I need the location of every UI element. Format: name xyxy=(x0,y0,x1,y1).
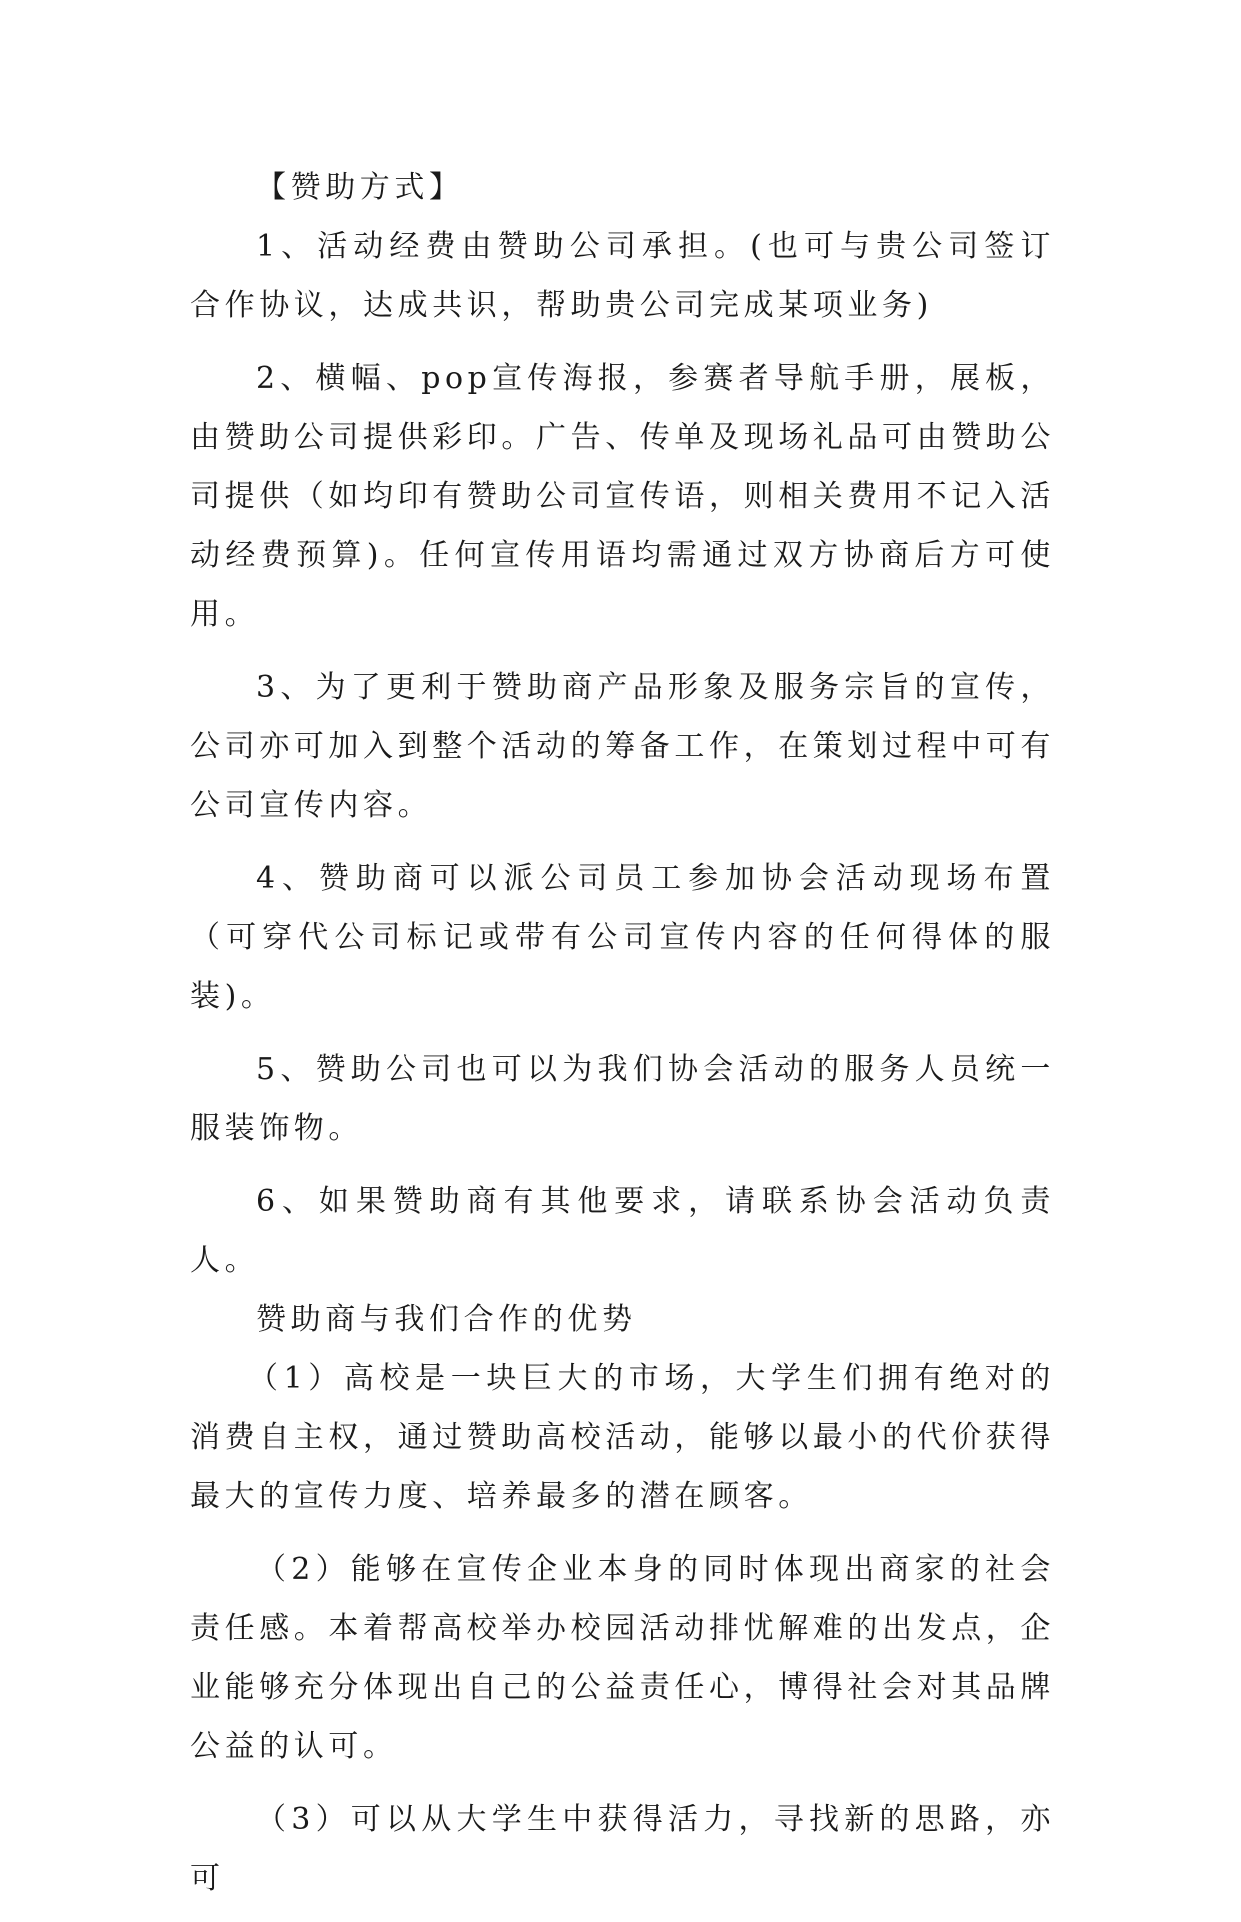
advantage-item: （3）可以从大学生中获得活力，寻找新的思路，亦可 xyxy=(190,1802,1055,1896)
list-item: 6、如果赞助商有其他要求，请联系协会活动负责人。 xyxy=(190,1184,1055,1278)
list-item: 4、赞助商可以派公司员工参加协会活动现场布置（可穿代公司标记或带有公司宣传内容的任何得体的服装)。 xyxy=(190,861,1055,1014)
advantage-item: （2）能够在宣传企业本身的同时体现出商家的社会责任感。本着帮高校举办校园活动排忧解难的出发点，企业能够充分体现出自己的公益责任心，博得社会对其品牌公益的认可。 xyxy=(190,1552,1055,1764)
list-item: 5、赞助公司也可以为我们协会活动的服务人员统一服装饰物。 xyxy=(190,1052,1055,1146)
list-item: 1、活动经费由赞助公司承担。(也可与贵公司签订合作协议，达成共识，帮助贵公司完成某项业务) xyxy=(190,229,1055,323)
document-body xyxy=(190,158,1055,1922)
section-heading: 【赞助方式】 xyxy=(256,170,464,205)
advantages-heading: 赞助商与我们合作的优势 xyxy=(256,1302,637,1337)
list-item: 3、为了更利于赞助商产品形象及服务宗旨的宣传，公司亦可加入到整个活动的筹备工作，在策划过程中可有公司宣传内容。 xyxy=(190,670,1055,823)
advantage-item: （1）高校是一块巨大的市场，大学生们拥有绝对的消费自主权，通过赞助高校活动，能够以最小的代价获得最大的宣传力度、培养最多的潜在顾客。 xyxy=(190,1361,1055,1514)
list-item: 2、横幅、pop宣传海报，参赛者导航手册，展板，由赞助公司提供彩印。广告、传单及现场礼品可由赞助公司提供（如均印有赞助公司宣传语，则相关费用不记入活动经费预算)。任何宣传用语均需通过双方协商后方可使用。 xyxy=(190,361,1055,632)
